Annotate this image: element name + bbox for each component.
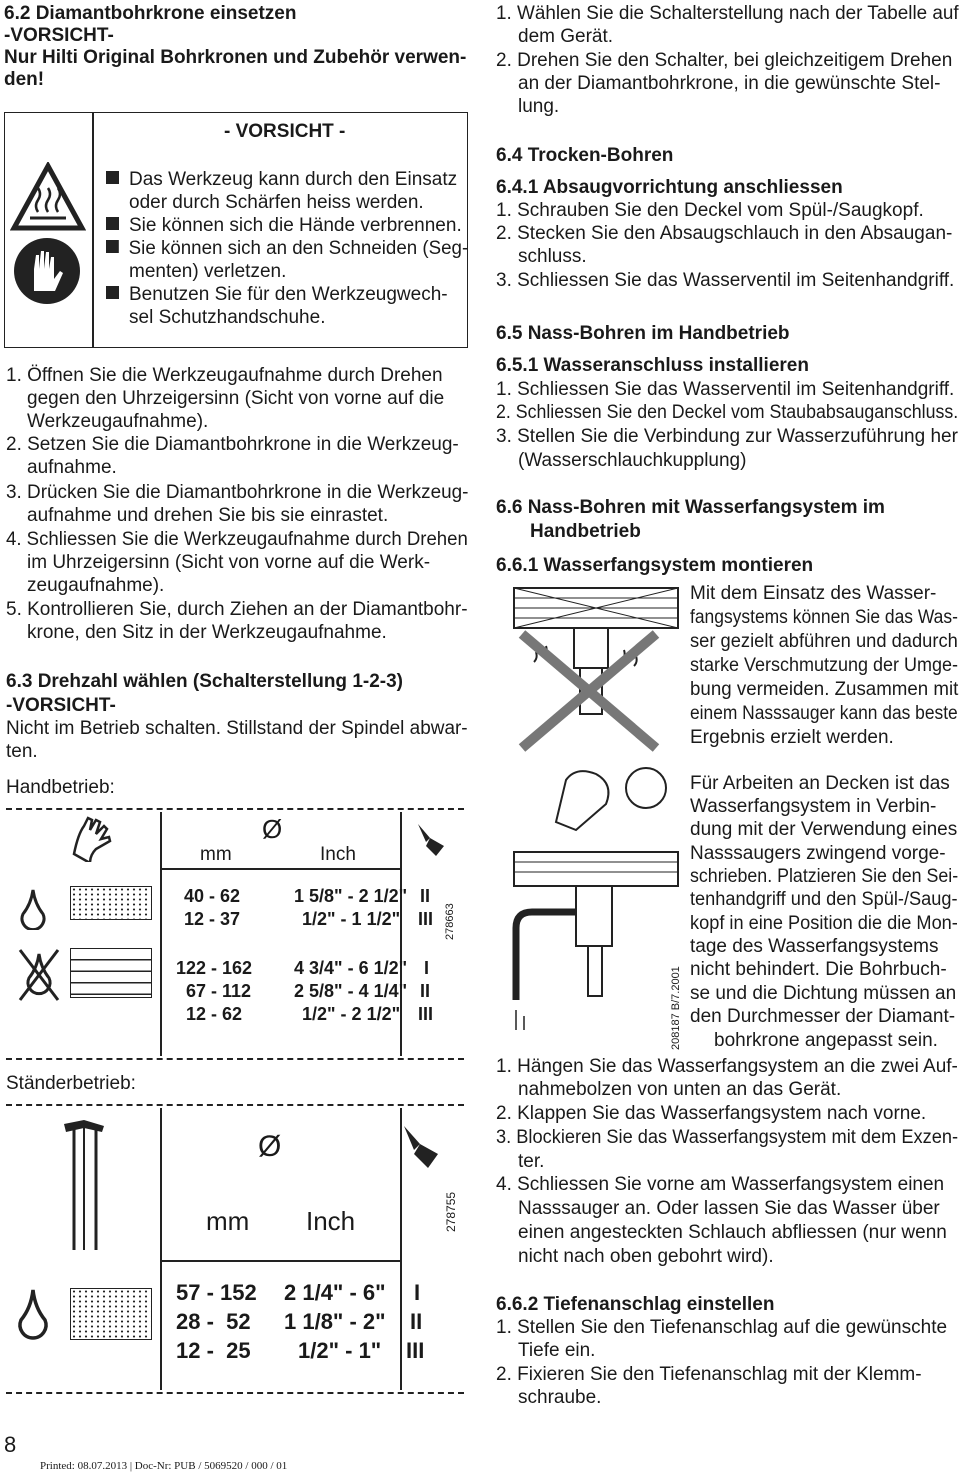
concrete-material-icon: [70, 1288, 152, 1340]
warning-line: Benutzen Sie für den Werkzeugwech-: [129, 284, 448, 305]
paragraph-line: starke Verschmutzung der Umge-: [690, 655, 959, 676]
warning-line: menten) verletzen.: [129, 261, 287, 282]
step-line: 1. Schliessen Sie das Wasserventil im Seitenhandgriff.: [496, 379, 955, 400]
hot-surface-warning-icon: [10, 162, 86, 232]
step-line: 2. Schliessen Sie den Deckel vom Staubabsauganschluss.: [496, 402, 959, 423]
heading-6-6-2: 6.6.2 Tiefenanschlag einstellen: [496, 1294, 775, 1315]
bullet-icon: [106, 217, 119, 230]
heading-6-2: 6.2 Diamantbohrkrone einsetzen: [4, 3, 297, 24]
step-line: krone, den Sitz in der Werkzeugaufnahme.: [27, 622, 387, 643]
table-code: 278663: [444, 903, 456, 940]
warning-line: Sie können sich an den Schneiden (Seg-: [128, 238, 469, 259]
figure-code: 208187 B/7.2001: [670, 966, 682, 1050]
paragraph-line: Für Arbeiten an Decken ist das: [690, 773, 950, 794]
step-line: 2. Drehen Sie den Schalter, bei gleichzeitigem Drehen: [496, 50, 953, 71]
heading-6-5-1: 6.5.1 Wasseranschluss installieren: [496, 355, 809, 376]
warning-line: Das Werkzeug kann durch den Einsatz: [129, 169, 458, 190]
step-line: Nasssauger an. Oder lassen Sie das Wasser über: [518, 1198, 940, 1219]
gear-value: I: [424, 958, 430, 978]
drill-stand-icon: [60, 1114, 110, 1254]
body-text: ten.: [6, 741, 38, 762]
paragraph-line: tenhandgriff und den Spül-/Saug-: [690, 889, 958, 910]
step-line: nahmebolzen von unten an das Gerät.: [518, 1079, 842, 1100]
diameter-icon: Ø: [262, 814, 283, 844]
inch-value: 1 1/8" - 2": [284, 1309, 386, 1334]
caution-label: -VORSICHT-: [6, 695, 116, 716]
water-drop-icon: [18, 886, 48, 930]
concrete-material-icon: [70, 886, 152, 920]
step-line: 2. Stecken Sie den Absaugschlauch in den Absaugan-: [496, 223, 953, 244]
gear-value: III: [406, 1338, 425, 1363]
step-line: 2. Setzen Sie die Diamantbohrkrone in die Werkzeug-: [6, 434, 459, 455]
paragraph-line: Wasserfangsystem in Verbin-: [690, 796, 937, 817]
step-line: aufnahme.: [27, 457, 117, 478]
step-line: 5. Kontrollieren Sie, durch Ziehen an der Diamantbohr-: [6, 599, 468, 620]
print-footer: Printed: 08.07.2013 | Doc-Nr: PUB / 5069520 / 000 / 01: [40, 1460, 288, 1472]
col-inch: Inch: [320, 844, 356, 865]
hand-label: Handbetrieb:: [6, 777, 115, 798]
gloves-icon: [12, 236, 82, 306]
paragraph-line: se und die Dichtung müssen an: [690, 983, 957, 1004]
heading-6-3: 6.3 Drehzahl wählen (Schalterstellung 1-2-3): [6, 671, 403, 692]
divider: [160, 812, 162, 1056]
step-line: 1. Öffnen Sie die Werkzeugaufnahme durch Drehen: [6, 365, 443, 386]
mm-value: 12 - 62: [186, 1004, 243, 1024]
inch-value: 1 5/8" - 2 1/2": [294, 886, 408, 906]
caution-text: Nur Hilti Original Bohrkronen und Zubehör verwen-: [4, 47, 467, 68]
paragraph-line: dung mit der Verwendung eines: [690, 819, 958, 840]
divider: [160, 1108, 162, 1390]
table-code: 278755: [444, 1191, 458, 1232]
paragraph-line: kopf in eine Position die die Mon-: [690, 913, 958, 934]
step-line: einen angesteckten Schlauch abfliessen (nur wenn: [518, 1222, 947, 1243]
step-line: ter.: [518, 1151, 545, 1172]
paragraph-line: Mit dem Einsatz des Wasser-: [690, 583, 937, 604]
gear-value: III: [418, 909, 434, 929]
divider: [160, 1260, 400, 1262]
step-line: 1. Schrauben Sie den Deckel vom Spül-/Saugkopf.: [496, 200, 924, 221]
step-line: 1. Stellen Sie den Tiefenanschlag auf die gewünschte: [496, 1317, 948, 1338]
heading-6-4-1: 6.4.1 Absaugvorrichtung anschliessen: [496, 177, 843, 198]
step-line: lung.: [518, 96, 560, 117]
warning-line: oder durch Schärfen heiss werden.: [129, 192, 424, 213]
paragraph-line: fangsystems können Sie das Was-: [690, 607, 958, 628]
divider: [160, 868, 400, 870]
step-line: 3. Schliessen Sie das Wasserventil im Seitenhandgriff.: [496, 270, 955, 291]
paragraph-line: Ergebnis erzielt werden.: [690, 727, 894, 748]
mm-value: 12 - 25: [176, 1338, 251, 1363]
col-mm: mm: [206, 1206, 250, 1236]
inch-value: 2 5/8" - 4 1/4": [294, 981, 408, 1001]
divider: [400, 812, 402, 1056]
heading-6-6: 6.6 Nass-Bohren mit Wasserfangsystem im: [496, 497, 885, 518]
heading-6-6-cont: Handbetrieb: [530, 521, 641, 542]
step-line: Tiefe ein.: [518, 1340, 596, 1361]
heading-6-5: 6.5 Nass-Bohren im Handbetrieb: [496, 323, 790, 344]
col-inch: Inch: [306, 1206, 356, 1236]
paragraph-line: ser gezielt abführen und dadurch: [690, 631, 958, 652]
heading-6-6-1: 6.6.1 Wasserfangsystem montieren: [496, 555, 814, 576]
step-line: an der Diamantbohrkrone, in die gewünschte Stel-: [518, 73, 941, 94]
step-line: 4. Schliessen Sie die Werkzeugaufnahme durch Drehen: [6, 529, 468, 550]
step-line: 4. Schliessen Sie vorne am Wasserfangsystem einen: [496, 1174, 945, 1195]
step-line: schraube.: [518, 1387, 602, 1408]
step-line: 2. Fixieren Sie den Tiefenanschlag mit der Klemm-: [496, 1364, 922, 1385]
no-water-icon: [16, 946, 62, 1004]
bullet-icon: [106, 240, 119, 253]
paragraph-line: den Durchmesser der Diamant-: [690, 1006, 956, 1027]
paragraph-line: bung vermeiden. Zusammen mit: [690, 679, 959, 700]
heading-6-4: 6.4 Trocken-Bohren: [496, 145, 674, 166]
mm-value: 12 - 37: [184, 909, 241, 929]
step-line: gegen den Uhrzeigersinn (Sicht von vorne auf die: [27, 388, 445, 409]
mm-value: 122 - 162: [176, 958, 253, 978]
warning-line: sel Schutzhandschuhe.: [129, 307, 326, 328]
gear-selector-icon: [400, 1120, 444, 1172]
step-line: dem Gerät.: [518, 26, 614, 47]
inch-value: 1/2" - 1 1/2": [302, 909, 401, 929]
step-line: schluss.: [518, 246, 587, 267]
paragraph-line: tage des Wasserfangsystems: [690, 936, 939, 957]
inch-value: 2 1/4" - 6": [284, 1280, 386, 1305]
inch-value: 4 3/4" - 6 1/2": [294, 958, 408, 978]
warning-title: - VORSICHT -: [224, 121, 346, 142]
step-line: 3. Stellen Sie die Verbindung zur Wasserzuführung her: [496, 426, 958, 447]
mm-value: 67 - 112: [186, 981, 252, 1001]
water-catch-system-illustration: [496, 580, 684, 1050]
step-line: (Wasserschlauchkupplung): [518, 450, 747, 471]
gear-value: II: [410, 1309, 423, 1334]
step-line: im Uhrzeigersinn (Sicht von vorne auf die Werk-: [27, 552, 431, 573]
inch-value: 1/2" - 1": [298, 1338, 382, 1363]
gear-value: I: [414, 1280, 421, 1305]
step-line: 2. Klappen Sie das Wasserfangsystem nach vorne.: [496, 1103, 927, 1124]
step-line: 1. Wählen Sie die Schalterstellung nach der Tabelle auf: [496, 3, 959, 24]
water-drop-icon: [16, 1286, 50, 1342]
gear-value: II: [420, 886, 431, 906]
paragraph-line: nicht behindert. Die Bohrbuch-: [690, 959, 947, 980]
paragraph-line: Nasssaugers zwingend vorge-: [690, 843, 946, 864]
mm-value: 40 - 62: [184, 886, 241, 906]
step-line: 1. Hängen Sie das Wasserfangsystem an die zwei Auf-: [496, 1056, 958, 1077]
page-number: 8: [4, 1432, 17, 1457]
step-line: Werkzeugaufnahme).: [27, 411, 209, 432]
step-line: 3. Drücken Sie die Diamantbohrkrone in die Werkzeug-: [6, 482, 469, 503]
col-mm: mm: [200, 844, 232, 865]
paragraph-line: schrieben. Platzieren Sie den Sei-: [690, 866, 959, 887]
hand-drill-icon: [68, 814, 120, 862]
caution-label: -VORSICHT-: [4, 25, 114, 46]
caution-text-2: den!: [4, 69, 45, 90]
step-line: nicht nach oben gebohrt wird).: [518, 1246, 774, 1267]
stand-label: Ständerbetrieb:: [6, 1073, 136, 1094]
body-text: Nicht im Betrieb schalten. Stillstand der Spindel abwar-: [6, 718, 468, 739]
bullet-icon: [106, 286, 119, 299]
divider: [92, 112, 94, 348]
step-line: aufnahme und drehen Sie bis sie einrastet.: [27, 505, 389, 526]
paragraph-line: bohrkrone angepasst sein.: [714, 1030, 938, 1051]
gear-value: III: [418, 1004, 434, 1024]
mm-value: 57 - 152: [176, 1280, 257, 1305]
gear-value: II: [420, 981, 431, 1001]
gear-selector-icon: [414, 818, 448, 858]
brick-material-icon: [70, 948, 152, 998]
warning-line: Sie können sich die Hände verbrennen.: [129, 215, 462, 236]
step-line: 3. Blockieren Sie das Wasserfangsystem mit dem Exzen-: [496, 1127, 959, 1148]
inch-value: 1/2" - 2 1/2": [302, 1004, 401, 1024]
diameter-icon: Ø: [258, 1130, 282, 1163]
step-line: zeugaufnahme).: [27, 575, 165, 596]
mm-value: 28 - 52: [176, 1309, 251, 1334]
paragraph-line: einem Nasssauger kann das beste: [690, 703, 958, 724]
bullet-icon: [106, 171, 119, 184]
